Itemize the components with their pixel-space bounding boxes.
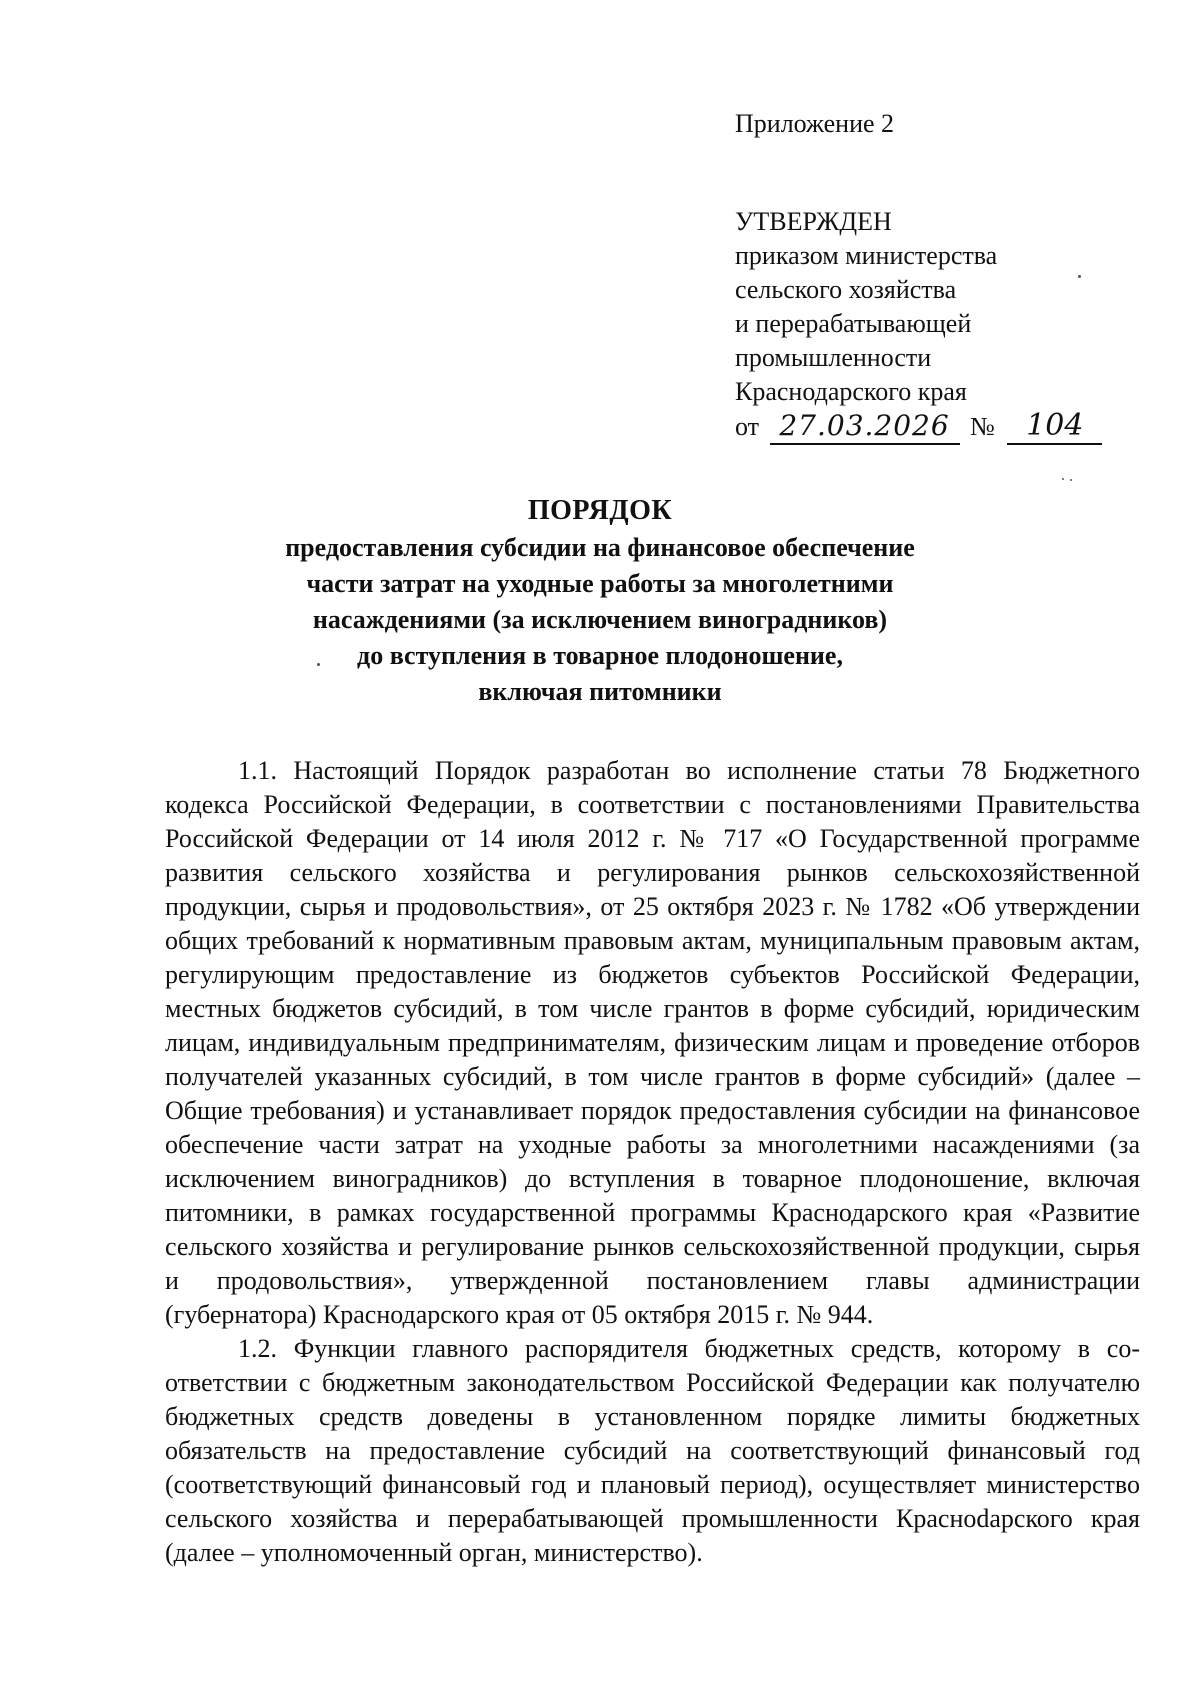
approval-stamp-block — [735, 205, 1175, 445]
annex-label: Приложение 2 — [735, 109, 895, 138]
approval-line: Краснодарского края — [735, 377, 967, 406]
document-subtitle-line: насаждениями (за исключением виноградников) — [312, 605, 888, 634]
document-subtitle-line: включая питомники — [478, 677, 722, 706]
document-subtitle-line: до вступления в товарное плодоношение, — [357, 641, 843, 670]
document-subtitle-line: предоставления субсидии на финансовое обеспечение — [285, 533, 915, 562]
paragraph-1-1: 1.1. Настоящий Порядок разработан во исполнение статьи 78 Бюджетного кодекса Российской Федерации, в соответствии с постановлениями Правительства Российской Федерации от 14 июля 2012 г. № 717 «О Государственной программе развития сельского хозяйства и регулирования рынков сельскохозяйственной продукции, сырья и продовольствия», от 25 октября 2023 г. № 1782 «Об утверждении общих требований к нормативным правовым актам, муниципальным правовым актам, регулирующим предоставление из бюджетов субъектов Российской Федерации, местных бюджетов субсидий, в том числе грантов в форме субсидий, юридическим лицам, индивидуальным предпринимателям, физическим лицам и проведение отборов получателей указанных субсидий, в том числе грантов в форме субсидий» (далее – Общие требования) и устанавливает порядок предоставления субсидии на финансовое обеспечение части затрат на уходные работы за многолетними насаждениями (за исключением виноградников) до вступления в товарное плодоношение, включая питомники, в рамках государственной программы Краснодарского края «Развитие сельского хозяйства и регулирование рынков сельскохозяйственной продукции, сырья и продовольствия», утвержденной постановлением главы администрации (губернатора) Краснодарского края от 05 октября 2015 г. № 944. — [165, 756, 1140, 1329]
date-prefix: от — [735, 412, 760, 441]
approval-date-line — [735, 409, 1175, 445]
handwritten-number: 104 — [1007, 409, 1102, 445]
document-title: ПОРЯДОК — [527, 495, 673, 526]
paragraph-1-2: 1.2. Функции главного распорядителя бюджетных средств, которому в соответствии с бюджетным законодательством Российской Федерации как получателю бюджетных средств доведены в установленном порядке лимиты бюджетных обязательств на предоставление субсидий на соответствующий финансовый год (соответствующий финансовый год и плановый период), осуществляет министерство сельского хозяйства и перерабатывающей промышленности Красноdарского края (далее – уполномоченный орган, министерство). — [165, 1334, 1140, 1567]
document-title-block — [0, 493, 1200, 709]
handwritten-date: 27.03.2026 — [770, 409, 960, 445]
approval-heading: УТВЕРЖДЕН — [735, 207, 892, 236]
document-subtitle-line: части затрат на уходные работы за многолетними — [306, 569, 894, 598]
approval-line: и перерабатывающей — [735, 309, 972, 338]
approval-line: промышленности — [735, 343, 932, 372]
scan-speck — [1062, 478, 1064, 480]
approval-line: сельского хозяйства — [735, 275, 957, 304]
approval-line: приказом министерства — [735, 241, 998, 270]
document-body — [165, 754, 1140, 1570]
scan-speck — [1070, 479, 1072, 481]
scan-speck — [1078, 275, 1081, 278]
number-sign: № — [970, 412, 995, 441]
scan-speck — [317, 663, 320, 666]
